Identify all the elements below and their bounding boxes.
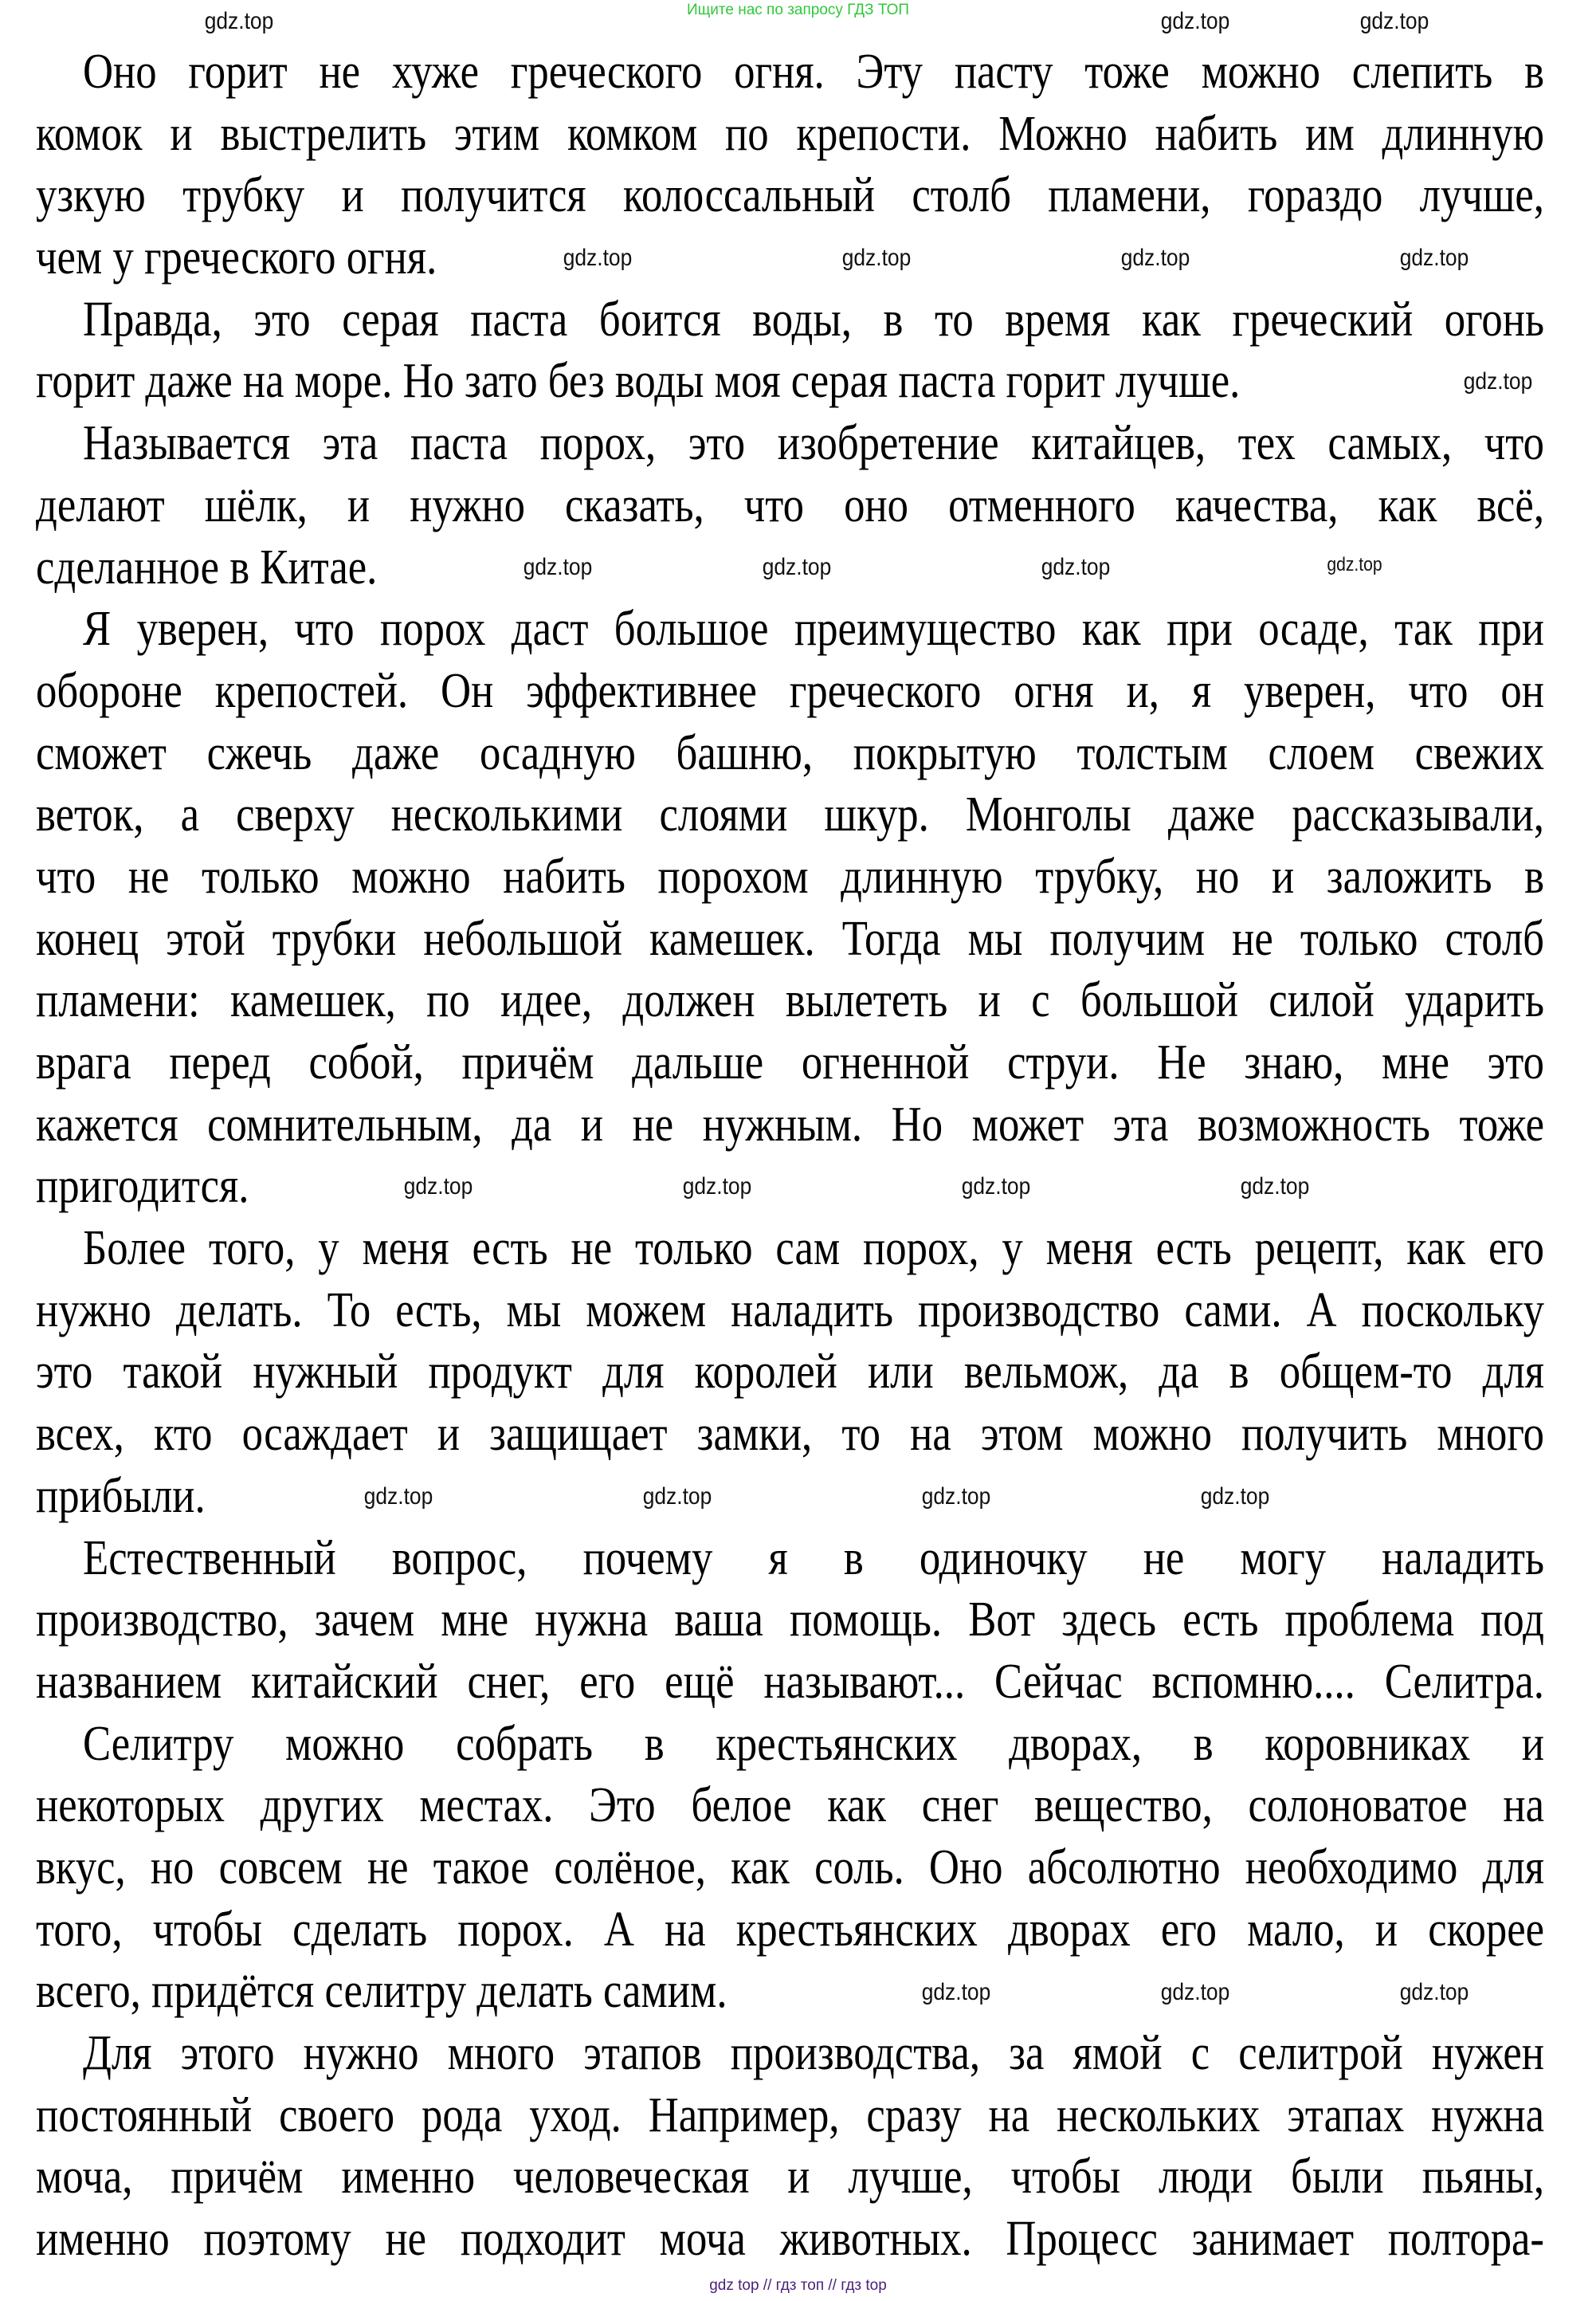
gdz-watermark: gdz.top xyxy=(1463,368,1533,395)
text-line-content: Селитру можно собрать в крестьянских дворах, в коровниках и xyxy=(83,1716,1544,1771)
text-line xyxy=(36,1651,1544,1714)
text-line-content: того, чтобы сделать порох. А на крестьянских дворах его мало, и скорее xyxy=(36,1902,1544,1957)
text-line-content: горит даже на море. Но зато без воды моя серая паста горит лучше. xyxy=(36,354,1241,409)
text-line-content: некоторых других местах. Это белое как снег вещество, солоноватое на xyxy=(36,1778,1544,1833)
gdz-watermark: gdz.top xyxy=(204,8,274,34)
text-line xyxy=(36,1837,1544,1899)
text-line xyxy=(36,351,1544,413)
gdz-watermark: gdz.top xyxy=(1160,8,1230,34)
text-line xyxy=(36,2023,1544,2085)
text-line xyxy=(36,784,1544,846)
text-line-content: обороне крепостей. Он эффективнее греческого огня и, я уверен, что он xyxy=(36,663,1544,718)
gdz-watermark: gdz.top xyxy=(1041,554,1111,581)
gdz-watermark: gdz.top xyxy=(921,1978,991,2005)
text-line-content: Правда, это серая паста боится воды, в то время как греческий огонь xyxy=(83,292,1544,347)
text-line-content: всех, кто осаждает и защищает замки, то на этом можно получить много xyxy=(36,1407,1544,1462)
text-line xyxy=(36,2146,1544,2209)
text-line-content: прибыли. xyxy=(36,1468,206,1523)
text-line-content: Я уверен, что порох даст большое преимущество как при осаде, так при xyxy=(83,602,1544,657)
text-line xyxy=(36,909,1544,971)
text-line-content: пригодится. xyxy=(36,1159,249,1214)
text-line xyxy=(36,2085,1544,2147)
text-line xyxy=(36,1589,1544,1651)
text-line xyxy=(36,1341,1544,1404)
text-line-content: Называется эта паста порох, это изобретение китайцев, тех самых, что xyxy=(83,416,1544,471)
text-line-content: постоянный своего рода уход. Например, сразу на нескольких этапах нужна xyxy=(36,2087,1544,2142)
paragraph xyxy=(36,289,1544,413)
text-line xyxy=(36,1775,1544,1837)
gdz-watermark: gdz.top xyxy=(1120,244,1190,271)
text-line-content: веток, а сверху несколькими слоями шкур. Монголы даже рассказывали, xyxy=(36,787,1544,842)
text-line xyxy=(36,41,1544,104)
text-line xyxy=(36,723,1544,785)
gdz-watermark: gdz.top xyxy=(1359,8,1429,34)
document-body xyxy=(36,41,1544,2271)
text-line-content: пламени: камешек, по идее, должен вылететь и с большой силой ударить xyxy=(36,973,1544,1028)
text-line-content: это такой нужный продукт для королей или вельмож, да в общем-то для xyxy=(36,1345,1544,1400)
text-line xyxy=(36,2209,1544,2271)
paragraph xyxy=(36,41,1544,289)
gdz-watermark: gdz.top xyxy=(363,1482,433,1510)
text-line xyxy=(36,475,1544,537)
text-line-content: сделанное в Китае. xyxy=(36,540,378,595)
text-line xyxy=(36,599,1544,661)
text-line xyxy=(36,1280,1544,1342)
paragraph xyxy=(36,1714,1544,2023)
text-line xyxy=(36,1466,1544,1528)
text-line xyxy=(36,1094,1544,1156)
text-line-content: комок и выстрелить этим комком по крепости. Можно набить им длинную xyxy=(36,106,1544,161)
text-line-content: узкую трубку и получится колоссальный столб пламени, гораздо лучше, xyxy=(36,168,1544,223)
text-line xyxy=(36,846,1544,909)
text-line-content: чем у греческого огня. xyxy=(36,230,437,285)
gdz-watermark: gdz.top xyxy=(1327,554,1382,576)
text-line-content: Оно горит не хуже греческого огня. Эту пасту тоже можно слепить в xyxy=(83,45,1544,99)
text-line xyxy=(36,1156,1544,1218)
text-line xyxy=(36,413,1544,475)
text-line xyxy=(36,1528,1544,1590)
text-line-content: производство, зачем мне нужна ваша помощь. Вот здесь есть проблема под xyxy=(36,1592,1544,1647)
text-line-content: всего, придётся селитру делать самим. xyxy=(36,1964,727,2019)
text-line-content: вкус, но совсем не такое солёное, как соль. Оно абсолютно необходимо для xyxy=(36,1840,1544,1895)
text-line xyxy=(36,1961,1544,2023)
text-line xyxy=(36,1218,1544,1280)
text-line-content: названием китайский снег, его ещё называют... Сейчас вспомню.... Селитра. xyxy=(36,1654,1544,1709)
text-line xyxy=(36,1899,1544,1961)
text-line-content: конец этой трубки небольшой камешек. Тогда мы получим не только столб xyxy=(36,911,1544,966)
gdz-watermark: gdz.top xyxy=(563,244,633,271)
text-line-content: Для этого нужно много этапов производства, за ямой с селитрой нужен xyxy=(83,2026,1544,2080)
text-line-content: делают шёлк, и нужно сказать, что оно отменного качества, как всё, xyxy=(36,477,1544,532)
paragraph xyxy=(36,599,1544,1218)
text-line-content: врага перед собой, причём дальше огненной струи. Не знаю, мне это xyxy=(36,1035,1544,1090)
text-line-content: что не только можно набить порохом длинную трубку, но и заложить в xyxy=(36,849,1544,904)
text-line-content: Более того, у меня есть не только сам порох, у меня есть рецепт, как его xyxy=(83,1221,1544,1276)
text-line xyxy=(36,970,1544,1032)
gdz-watermark: gdz.top xyxy=(841,244,912,271)
gdz-watermark: gdz.top xyxy=(682,1173,752,1200)
text-line-content: нужно делать. То есть, мы можем наладить производство сами. А поскольку xyxy=(36,1282,1544,1337)
gdz-watermark: gdz.top xyxy=(1399,1978,1469,2005)
text-line-content: сможет сжечь даже осадную башню, покрытую толстым слоем свежих xyxy=(36,725,1544,780)
footer-watermark: gdz top // гдз топ // гдз top xyxy=(709,2277,887,2294)
text-line xyxy=(36,227,1544,289)
paragraph xyxy=(36,1528,1544,1714)
text-line xyxy=(36,1032,1544,1094)
gdz-watermark: gdz.top xyxy=(762,554,832,581)
text-line xyxy=(36,1714,1544,1776)
text-line xyxy=(36,165,1544,227)
gdz-watermark: gdz.top xyxy=(403,1173,473,1200)
paragraph xyxy=(36,1218,1544,1527)
text-line xyxy=(36,289,1544,351)
paragraph xyxy=(36,2023,1544,2271)
gdz-watermark: gdz.top xyxy=(921,1482,991,1510)
text-line xyxy=(36,1404,1544,1466)
gdz-watermark: gdz.top xyxy=(1399,244,1469,271)
search-hint-banner: Ищите нас по запросу ГДЗ ТОП xyxy=(686,2,910,18)
text-line xyxy=(36,104,1544,166)
text-line-content: моча, причём именно человеческая и лучше, чтобы люди были пьяны, xyxy=(36,2150,1544,2205)
text-line xyxy=(36,661,1544,723)
gdz-watermark: gdz.top xyxy=(642,1482,712,1510)
gdz-watermark: gdz.top xyxy=(1240,1173,1310,1200)
gdz-watermark: gdz.top xyxy=(1160,1978,1230,2005)
gdz-watermark: gdz.top xyxy=(1200,1482,1270,1510)
text-line-content: кажется сомнительным, да и не нужным. Но может эта возможность тоже xyxy=(36,1097,1544,1152)
gdz-watermark: gdz.top xyxy=(523,554,593,581)
text-line-content: именно поэтому не подходит моча животных. Процесс занимает полтора- xyxy=(36,2212,1544,2267)
gdz-watermark: gdz.top xyxy=(961,1173,1031,1200)
text-line-content: Естественный вопрос, почему я в одиночку не могу наладить xyxy=(83,1530,1544,1585)
